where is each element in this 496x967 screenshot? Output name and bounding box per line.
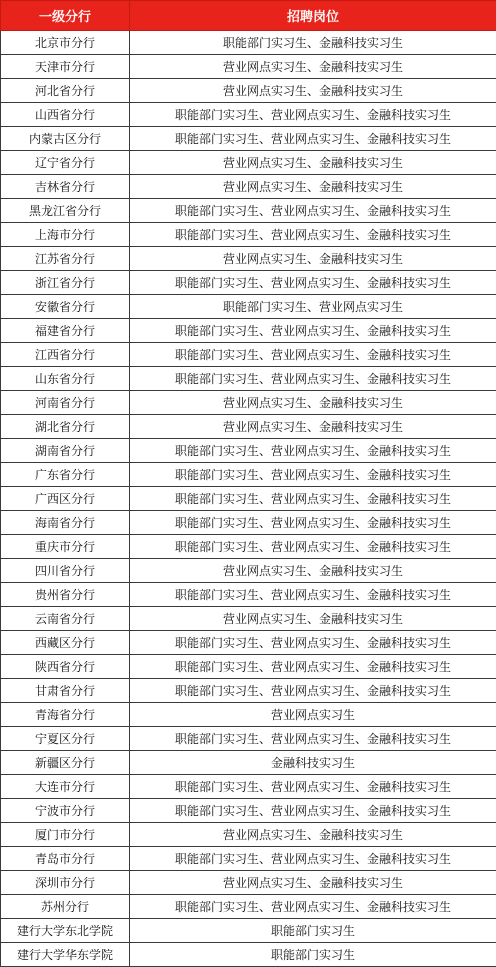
- table-row: [1, 895, 496, 919]
- positions-cell: 职能部门实习生、营业网点实习生、金融科技实习生: [130, 895, 496, 919]
- branch-cell: 建行大学华东学院: [1, 943, 130, 967]
- positions-cell: 营业网点实习生、金融科技实习生: [130, 415, 496, 439]
- branch-cell: 山东省分行: [1, 367, 130, 391]
- branch-cell: 重庆市分行: [1, 535, 130, 559]
- table-row: [1, 679, 496, 703]
- table-row: [1, 631, 496, 655]
- table-row: [1, 367, 496, 391]
- positions-cell: 营业网点实习生、金融科技实习生: [130, 391, 496, 415]
- table-row: [1, 775, 496, 799]
- branch-cell: 大连市分行: [1, 775, 130, 799]
- positions-cell: 职能部门实习生、营业网点实习生、金融科技实习生: [130, 727, 496, 751]
- branch-cell: 新疆区分行: [1, 751, 130, 775]
- branch-cell: 建行大学东北学院: [1, 919, 130, 943]
- branch-cell: 湖北省分行: [1, 415, 130, 439]
- table-row: [1, 583, 496, 607]
- branch-cell: 江西省分行: [1, 343, 130, 367]
- branch-cell: 山西省分行: [1, 103, 130, 127]
- positions-cell: 职能部门实习生、营业网点实习生、金融科技实习生: [130, 367, 496, 391]
- positions-cell: 职能部门实习生、营业网点实习生、金融科技实习生: [130, 847, 496, 871]
- positions-cell: 职能部门实习生、营业网点实习生、金融科技实习生: [130, 199, 496, 223]
- table-row: [1, 463, 496, 487]
- branch-cell: 四川省分行: [1, 559, 130, 583]
- positions-cell: 职能部门实习生: [130, 943, 496, 967]
- branch-cell: 福建省分行: [1, 319, 130, 343]
- table-row: [1, 943, 496, 967]
- positions-cell: 营业网点实习生、金融科技实习生: [130, 55, 496, 79]
- positions-cell: 职能部门实习生、营业网点实习生、金融科技实习生: [130, 439, 496, 463]
- positions-cell: 职能部门实习生、营业网点实习生、金融科技实习生: [130, 487, 496, 511]
- table-row: [1, 607, 496, 631]
- table-row: [1, 487, 496, 511]
- table-row: [1, 847, 496, 871]
- table-row: [1, 703, 496, 727]
- positions-cell: 金融科技实习生: [130, 751, 496, 775]
- positions-cell: 营业网点实习生、金融科技实习生: [130, 151, 496, 175]
- header-positions: 招聘岗位: [130, 1, 496, 31]
- table-row: [1, 79, 496, 103]
- table-row: [1, 151, 496, 175]
- positions-cell: 职能部门实习生、营业网点实习生、金融科技实习生: [130, 583, 496, 607]
- branch-cell: 北京市分行: [1, 31, 130, 55]
- table-row: [1, 799, 496, 823]
- branch-cell: 广东省分行: [1, 463, 130, 487]
- table-row: [1, 511, 496, 535]
- positions-cell: 营业网点实习生、金融科技实习生: [130, 823, 496, 847]
- branch-cell: 宁波市分行: [1, 799, 130, 823]
- table-row: [1, 655, 496, 679]
- positions-cell: 营业网点实习生、金融科技实习生: [130, 559, 496, 583]
- table-row: [1, 439, 496, 463]
- branch-cell: 内蒙古区分行: [1, 127, 130, 151]
- table-row: [1, 871, 496, 895]
- branch-cell: 贵州省分行: [1, 583, 130, 607]
- positions-cell: 营业网点实习生: [130, 703, 496, 727]
- positions-cell: 职能部门实习生、营业网点实习生: [130, 295, 496, 319]
- branch-cell: 安徽省分行: [1, 295, 130, 319]
- table-row: [1, 31, 496, 55]
- positions-cell: 职能部门实习生、营业网点实习生、金融科技实习生: [130, 655, 496, 679]
- branch-cell: 辽宁省分行: [1, 151, 130, 175]
- positions-cell: 职能部门实习生、营业网点实习生、金融科技实习生: [130, 319, 496, 343]
- table-row: [1, 199, 496, 223]
- branch-cell: 苏州分行: [1, 895, 130, 919]
- table-row: [1, 919, 496, 943]
- branch-cell: 海南省分行: [1, 511, 130, 535]
- table-row: [1, 103, 496, 127]
- table-row: [1, 391, 496, 415]
- positions-cell: 职能部门实习生、营业网点实习生、金融科技实习生: [130, 535, 496, 559]
- table-row: [1, 223, 496, 247]
- positions-cell: 职能部门实习生、营业网点实习生、金融科技实习生: [130, 223, 496, 247]
- positions-cell: 营业网点实习生、金融科技实习生: [130, 79, 496, 103]
- branch-cell: 甘肃省分行: [1, 679, 130, 703]
- table-row: [1, 319, 496, 343]
- positions-cell: 职能部门实习生、营业网点实习生、金融科技实习生: [130, 103, 496, 127]
- positions-cell: 职能部门实习生、营业网点实习生、金融科技实习生: [130, 463, 496, 487]
- positions-cell: 职能部门实习生、金融科技实习生: [130, 31, 496, 55]
- branch-cell: 江苏省分行: [1, 247, 130, 271]
- branch-cell: 上海市分行: [1, 223, 130, 247]
- branch-cell: 深圳市分行: [1, 871, 130, 895]
- positions-cell: 营业网点实习生、金融科技实习生: [130, 175, 496, 199]
- header-branch: 一级分行: [1, 1, 130, 31]
- table-row: [1, 727, 496, 751]
- table-header: [1, 1, 496, 31]
- table-row: [1, 823, 496, 847]
- positions-cell: 职能部门实习生、营业网点实习生、金融科技实习生: [130, 271, 496, 295]
- branch-cell: 宁夏区分行: [1, 727, 130, 751]
- table-row: [1, 247, 496, 271]
- positions-cell: 职能部门实习生、营业网点实习生、金融科技实习生: [130, 127, 496, 151]
- branch-cell: 云南省分行: [1, 607, 130, 631]
- positions-cell: 职能部门实习生、营业网点实习生、金融科技实习生: [130, 631, 496, 655]
- positions-cell: 营业网点实习生、金融科技实习生: [130, 871, 496, 895]
- branch-cell: 河南省分行: [1, 391, 130, 415]
- table-row: [1, 343, 496, 367]
- positions-cell: 职能部门实习生、营业网点实习生、金融科技实习生: [130, 343, 496, 367]
- branch-cell: 黑龙江省分行: [1, 199, 130, 223]
- positions-cell: 职能部门实习生: [130, 919, 496, 943]
- branch-cell: 广西区分行: [1, 487, 130, 511]
- positions-cell: 职能部门实习生、营业网点实习生、金融科技实习生: [130, 511, 496, 535]
- table-row: [1, 559, 496, 583]
- positions-cell: 营业网点实习生、金融科技实习生: [130, 607, 496, 631]
- branch-cell: 河北省分行: [1, 79, 130, 103]
- table-row: [1, 295, 496, 319]
- branch-cell: 浙江省分行: [1, 271, 130, 295]
- table-row: [1, 175, 496, 199]
- positions-cell: 职能部门实习生、营业网点实习生、金融科技实习生: [130, 775, 496, 799]
- table-row: [1, 127, 496, 151]
- table-body: [1, 31, 496, 967]
- positions-cell: 职能部门实习生、营业网点实习生、金融科技实习生: [130, 799, 496, 823]
- table-row: [1, 55, 496, 79]
- branch-cell: 湖南省分行: [1, 439, 130, 463]
- table-row: [1, 271, 496, 295]
- branch-cell: 陕西省分行: [1, 655, 130, 679]
- table-row: [1, 415, 496, 439]
- branch-cell: 青海省分行: [1, 703, 130, 727]
- positions-cell: 营业网点实习生、金融科技实习生: [130, 247, 496, 271]
- table-row: [1, 535, 496, 559]
- branch-cell: 厦门市分行: [1, 823, 130, 847]
- branch-cell: 天津市分行: [1, 55, 130, 79]
- table-row: [1, 751, 496, 775]
- branch-cell: 青岛市分行: [1, 847, 130, 871]
- positions-cell: 职能部门实习生、营业网点实习生、金融科技实习生: [130, 679, 496, 703]
- branch-cell: 西藏区分行: [1, 631, 130, 655]
- branch-cell: 吉林省分行: [1, 175, 130, 199]
